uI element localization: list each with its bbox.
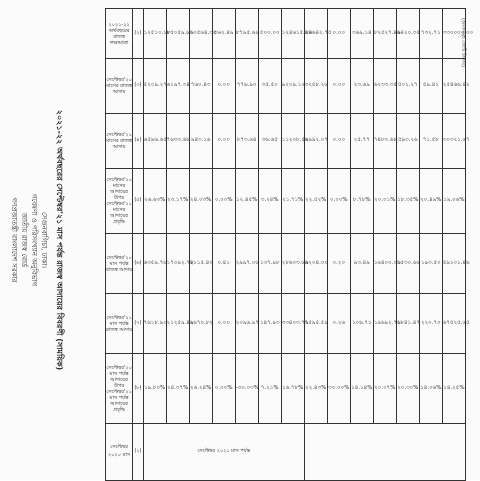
cell: ২৬.২৪% (189, 354, 212, 424)
cell: ৩৩৪০৩.৭৯ (281, 294, 304, 354)
group-header-sep2020: সেপ্টেম্বর ২০২০ মাস (106, 424, 133, 481)
cell: ৩৯৯২.০৭ (304, 114, 327, 169)
cell: ২৫.৭৭ (350, 114, 373, 169)
cell: ১৭০৯২.৭৪ (166, 234, 189, 294)
cell: ২৫৪৬৬.৪২ (442, 59, 465, 114)
cell: ৩৬৯.১৪ (350, 9, 373, 59)
cell: ১৯.৮০% (143, 354, 166, 424)
col-header-sep20-month: সেপ্টেম্বর'২০ মাসের রাজস্ব আদায় (106, 59, 133, 114)
cell: ৮৭৯৫.৬৯ (235, 9, 258, 59)
col-number: (৩) (133, 59, 143, 114)
cell: ৯৪৩.১৬ (189, 114, 212, 169)
cell: ২০.৪৯% (419, 169, 442, 234)
cell: ২৯৯৭.০৬ (235, 234, 258, 294)
cell: ২০.০১% (373, 169, 396, 234)
cell: ৭১.৫৮ (419, 114, 442, 169)
table-footer-blank (304, 424, 465, 481)
cell: ৮৭৩.৬৪ (235, 114, 258, 169)
cell: ৩০.০০% (327, 354, 350, 424)
cell: ২০৯৬.৯৭ (235, 294, 258, 354)
cell: ৫২০৯.২৭ (143, 59, 166, 114)
cell: -৩০.০৩% (235, 354, 258, 424)
cell: ৫৯৩.২৬ (396, 114, 419, 169)
cell: ৫৯১০১.৪৬ (442, 234, 465, 294)
cell: ১৪.২৫% (442, 354, 465, 424)
cell: ৭৬১৮.৯০ (143, 294, 166, 354)
col-header-target: ২০২১-২২ অর্থবছরের রাজস্ব লক্ষ্যমাত্রা (106, 9, 133, 59)
revenue-table (105, 8, 474, 480)
cell: ৭৩২.৭১ (419, 9, 442, 59)
cell: ৭৬৩৩.৬৮ (166, 114, 189, 169)
cell: ১৯.০৬% (442, 169, 465, 234)
cell: ৬৩৫৯.৭৬ (143, 234, 166, 294)
cell: ৭৭৬.৯০ (235, 59, 258, 114)
document-header (4, 0, 100, 480)
cell: ০.০০% (327, 169, 350, 234)
cell: ২০.০৭% (373, 354, 396, 424)
col-number: (৬) (133, 234, 143, 294)
col-number: (৪) (133, 114, 143, 169)
cell: ০.৪১ (212, 234, 235, 294)
cell: ০.০০ (327, 114, 350, 169)
cell: ১০৫৬৪.৩৫ (189, 9, 212, 59)
cell: ৯২০৯.১২ (281, 59, 304, 114)
cell: ৬২৩৩.৩৫ (373, 59, 396, 114)
cell: ৬৪২০.৩৫ (396, 9, 419, 59)
cell: ৩.২৪% (258, 169, 281, 234)
cell: ১৩৭.৯৮ (258, 234, 281, 294)
cell: ২০.৩০% (396, 354, 419, 424)
col-number: (৭) (133, 294, 143, 354)
cell: ৮৫০৫৯.৬৬ (166, 9, 189, 59)
cell: ৬১৯৭.৩৪ (166, 59, 189, 114)
cell: ২১১৫.৪০ (189, 234, 212, 294)
cell: ১১২০৮.৫৯ (281, 114, 304, 169)
cell: ০.০০ (212, 59, 235, 114)
cell: ৩০৩২১.৬৭ (442, 114, 465, 169)
col-number: (৫) (133, 169, 143, 234)
col-header-month-growth: সেপ্টেম্বর'২০ মাসের আদায়ের উপর সেপ্টেম্বর'২১ মাসের আদায়ের প্রবৃদ্ধি (106, 169, 133, 234)
cell: ০.০০ (327, 9, 350, 59)
cell: ১৪.১৪% (350, 354, 373, 424)
board-name: জাতীয় রাজস্ব বোর্ড (20, 212, 28, 268)
cell: ৯৩.৪৯ (350, 234, 373, 294)
col-header-sep21-cumulative: সেপ্টেম্বর'২১ মাস পর্যন্ত রাজস্ব আদায় (106, 294, 133, 354)
cell: ১২৫১০.১৮ (143, 9, 166, 59)
cell: ৫৬৬৪২.৭৫ (304, 9, 327, 59)
cell: ২৩.৬৯ (350, 59, 373, 114)
cell: ৭.২১% (258, 354, 281, 424)
cell: ২৬৭০.৮২ (189, 294, 212, 354)
cell: ০.২০ (327, 234, 350, 294)
cell: ১২৪৬১৫.৯৪ (281, 9, 304, 59)
cell: ০.০০ (212, 294, 235, 354)
document-title: ২০২১-২২ অর্থবছরের সেপ্টেম্বর'২১ মাস পর্যন্ত রাজস্ব আদায়ের বিবরণী (সাময়িক) (55, 109, 64, 371)
col-number: (৮) (133, 354, 143, 424)
cell: ২৬.৬৩% (143, 169, 166, 234)
cell: ৫০০.০০ (258, 9, 281, 59)
cell: ৭৫৯৫.৫৯ (304, 294, 327, 354)
cell: ৮.৭৮% (350, 169, 373, 234)
cell: ৬৭৫২৫.৬৫ (442, 294, 465, 354)
cell: ১৮.৩৫% (396, 169, 419, 234)
cell: ২২.৫২% (304, 169, 327, 234)
cell: ২১২৫৯.৪৯ (166, 294, 189, 354)
cell: ২৩.১৭% (166, 169, 189, 234)
cell: ১২.৪৫% (235, 169, 258, 234)
cell: ০.০০ (327, 59, 350, 114)
cell: ২৪.৩৭% (166, 354, 189, 424)
cell: ১৪৭.৯৩ (258, 294, 281, 354)
cell: ১৬.৭৮% (281, 354, 304, 424)
cell: ৭৪৮০.৬৮ (373, 114, 396, 169)
cell: ২৮৬০৩.৬৯ (281, 234, 304, 294)
cell: ২১.৭১% (281, 169, 304, 234)
col-number: (১) (133, 424, 143, 481)
cell: ৩৫.৫০ (258, 59, 281, 114)
cell: ৫৯.৪১ (419, 59, 442, 114)
cell: ১৫৩০.৬৬ (396, 234, 419, 294)
col-header-cumulative-growth: সেপ্টেম্বর'২০ মাস পর্যন্ত আদায়ের উপর সেপ্টেম্বর'২১ মাস পর্যন্ত আদায়ের প্রবৃদ্ধি (106, 354, 133, 424)
unit-note: (অংকসমূহ কোটি টাকায়) (460, 18, 466, 67)
cell: ৬৫৯৬.৬৫ (143, 114, 166, 169)
col-header-sep20-cumulative: সেপ্টেম্বর'২০ মাস পর্যন্ত রাজস্ব আদায় (106, 234, 133, 294)
cell: ০.০০ (212, 114, 235, 169)
cell: ২২০.৭০ (419, 294, 442, 354)
cell: ৫০১.২৭ (396, 59, 419, 114)
cell: ১৯৩.৫০ (419, 234, 442, 294)
cell: ২৪.০৩% (189, 169, 212, 234)
col-number: (২) (133, 9, 143, 59)
cell: ৩২৫৮.২৬ (304, 59, 327, 114)
cell: ৬২০৪.০০ (304, 234, 327, 294)
cell: ৭৬০.৪৩ (189, 59, 212, 114)
cell: ০.২৬ (327, 294, 350, 354)
wing-name: গবেষণা ও পরিসংখ্যান অনুবিভাগ (30, 193, 38, 287)
cell: ১৪.০৬% (419, 354, 442, 424)
address: সেগুনবাগিচা, ঢাকা। (40, 211, 48, 269)
cell: ১৮৪১.৪৭ (396, 294, 419, 354)
govt-name: গণপ্রজাতন্ত্রী বাংলাদেশ সরকার (10, 197, 18, 283)
cell: ২২.৪৩% (304, 354, 327, 424)
cell: ৩৬.৬৫ (258, 114, 281, 169)
cell: ০.০০% (212, 169, 235, 234)
cell: ৩৩০০০০.০০ (442, 9, 465, 59)
cell: ১৯৬৯২.৭৬ (373, 294, 396, 354)
col-header-sep21-month: সেপ্টেম্বর'২১ মাসের রাজস্ব আদায় (106, 114, 133, 169)
cell: ৮২৫২৭.৪৯ (373, 9, 396, 59)
cell: ০.০০% (212, 354, 235, 424)
cell: ১০৬.৭১ (350, 294, 373, 354)
cell: ১৬৪০০.০৬ (373, 234, 396, 294)
cell: ৩৬২.৪৯ (212, 9, 235, 59)
group-header-sep2021: সেপ্টেম্বর ২০২১ মাস পর্যন্ত (143, 424, 304, 481)
